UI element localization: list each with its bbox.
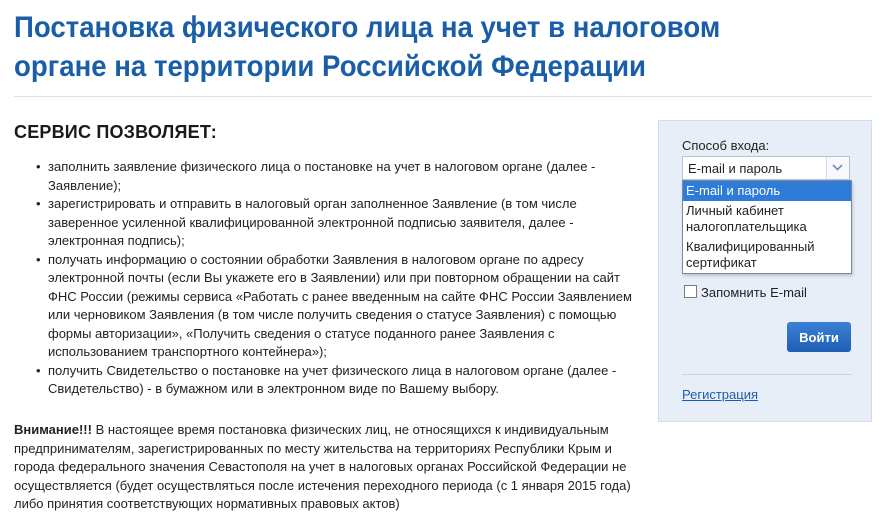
bullet-icon: •: [36, 251, 41, 267]
section-heading: СЕРВИС ПОЗВОЛЯЕТ:: [14, 122, 217, 142]
page-title: Постановка физического лица на учет в налоговом органе на территории Российской Федерации: [14, 11, 721, 83]
title-divider: [14, 96, 872, 97]
feature-text: зарегистрировать и отправить в налоговый орган заполненное Заявление (в том числе заверенное усиленной квалифицированной электронной подписью заявителя, далее - электронная подпись);: [48, 196, 577, 248]
chevron-down-icon: [832, 164, 843, 171]
login-button[interactable]: Войти: [787, 322, 851, 352]
register-link[interactable]: Регистрация: [682, 387, 758, 402]
bullet-icon: •: [36, 362, 41, 378]
remember-checkbox[interactable]: [684, 285, 697, 298]
list-item: [14, 195, 644, 251]
notice-paragraph: [14, 421, 634, 514]
list-item: [14, 158, 644, 195]
login-panel: [658, 120, 872, 422]
remember-label: Запомнить E-mail: [701, 285, 807, 300]
feature-text: заполнить заявление физического лица о постановке на учет в налоговом органе (далее - Заявление);: [48, 159, 596, 193]
features-list: [14, 158, 644, 399]
login-method-options: [682, 180, 852, 274]
feature-text: получать информацию о состоянии обработки Заявления в налоговом органе по адресу электронной почты (если Вы укажете его в Заявлении) или при повторном обращении на сайт ФНС России (режимы сервиса «Работать с ранее введенным на сайте ФНС России Заявлением или черновиком Заявления (в том числе получить сведения о статусе Заявления) с помощью формы авторизации», «Получить сведения о статусе поданного ранее Заявления с использованием транспортного контейнера»);: [48, 251, 632, 359]
option-qualified-certificate[interactable]: Квалифицированный сертификат: [686, 239, 815, 270]
select-value: E-mail и пароль: [688, 161, 783, 176]
bullet-icon: •: [36, 196, 41, 211]
list-item: [14, 251, 644, 362]
panel-divider: [682, 374, 852, 375]
notice-label: Внимание!!!: [14, 422, 92, 437]
option-email-password[interactable]: E-mail и пароль: [683, 181, 851, 201]
login-method-select[interactable]: [682, 156, 850, 180]
dropdown-toggle[interactable]: [826, 157, 849, 179]
bullet-icon: •: [36, 159, 41, 174]
feature-text: получить Свидетельство о постановке на учет физического лица в налоговом органе (далее - Свидетельство) - в бумажном или в электронном виде по Вашему выбору.: [48, 362, 617, 396]
remember-email[interactable]: [684, 285, 807, 300]
option-taxpayer-cabinet[interactable]: Личный кабинет налогоплательщика: [686, 203, 807, 234]
notice-text: В настоящее время постановка физических лиц, не относящихся к индивидуальным предпринимателям, зарегистрированных по месту жительства на территориях Республики Крым и города федерального значения Севастополя на учет в налоговых органах Российской Федерации не осуществляется (будет осуществляться после истечения переходного периода (с 1 января 2015 года) либо принятия соответствующих нормативных правовых актов): [14, 422, 631, 511]
list-item: [14, 362, 644, 399]
login-method-label: Способ входа:: [682, 138, 770, 153]
